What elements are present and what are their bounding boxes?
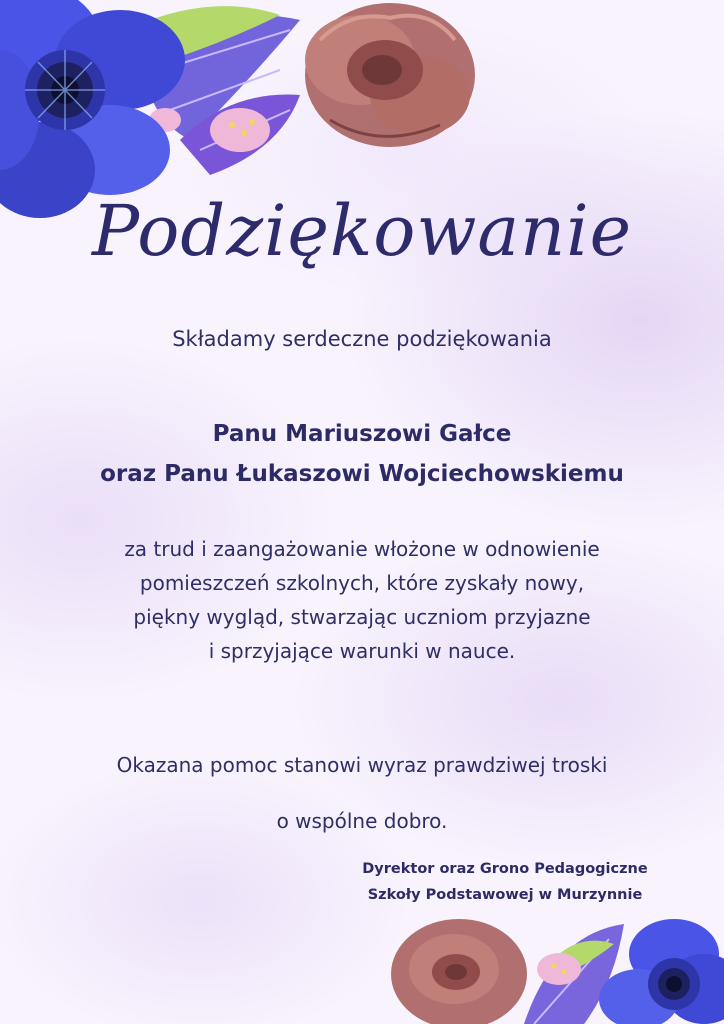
body-paragraph [40, 532, 684, 668]
body-line: pomieszczeń szkolnych, które zyskały nowy, [139, 571, 585, 595]
recipients [0, 414, 724, 494]
closing-line: o wspólne dobro. [276, 809, 448, 833]
recipient-line: oraz Panu Łukaszowi Wojciechowskiemu [100, 461, 624, 487]
rose-peony-icon [305, 3, 475, 147]
signature [330, 856, 680, 908]
recipient-line: Panu Mariuszowi Gałce [212, 421, 512, 447]
bottom-floral-decoration [384, 914, 724, 1024]
body-line: za trud i zaangażowanie włożone w odnowienie [124, 537, 600, 561]
intro-text: Składamy serdeczne podziękowania [172, 327, 552, 351]
page-title: Podziękowanie [91, 190, 633, 272]
body-line: piękny wygląd, stwarzając uczniom przyjazne [133, 605, 591, 629]
signature-line: Dyrektor oraz Grono Pedagogiczne [362, 861, 648, 877]
body-line: i sprzyjające warunki w nauce. [208, 639, 516, 663]
closing-line: Okazana pomoc stanowi wyraz prawdziwej troski [116, 753, 608, 777]
closing-paragraph [30, 737, 694, 849]
signature-line: Szkoły Podstawowej w Murzynnie [367, 887, 643, 903]
rose-peony-icon [391, 919, 527, 1024]
